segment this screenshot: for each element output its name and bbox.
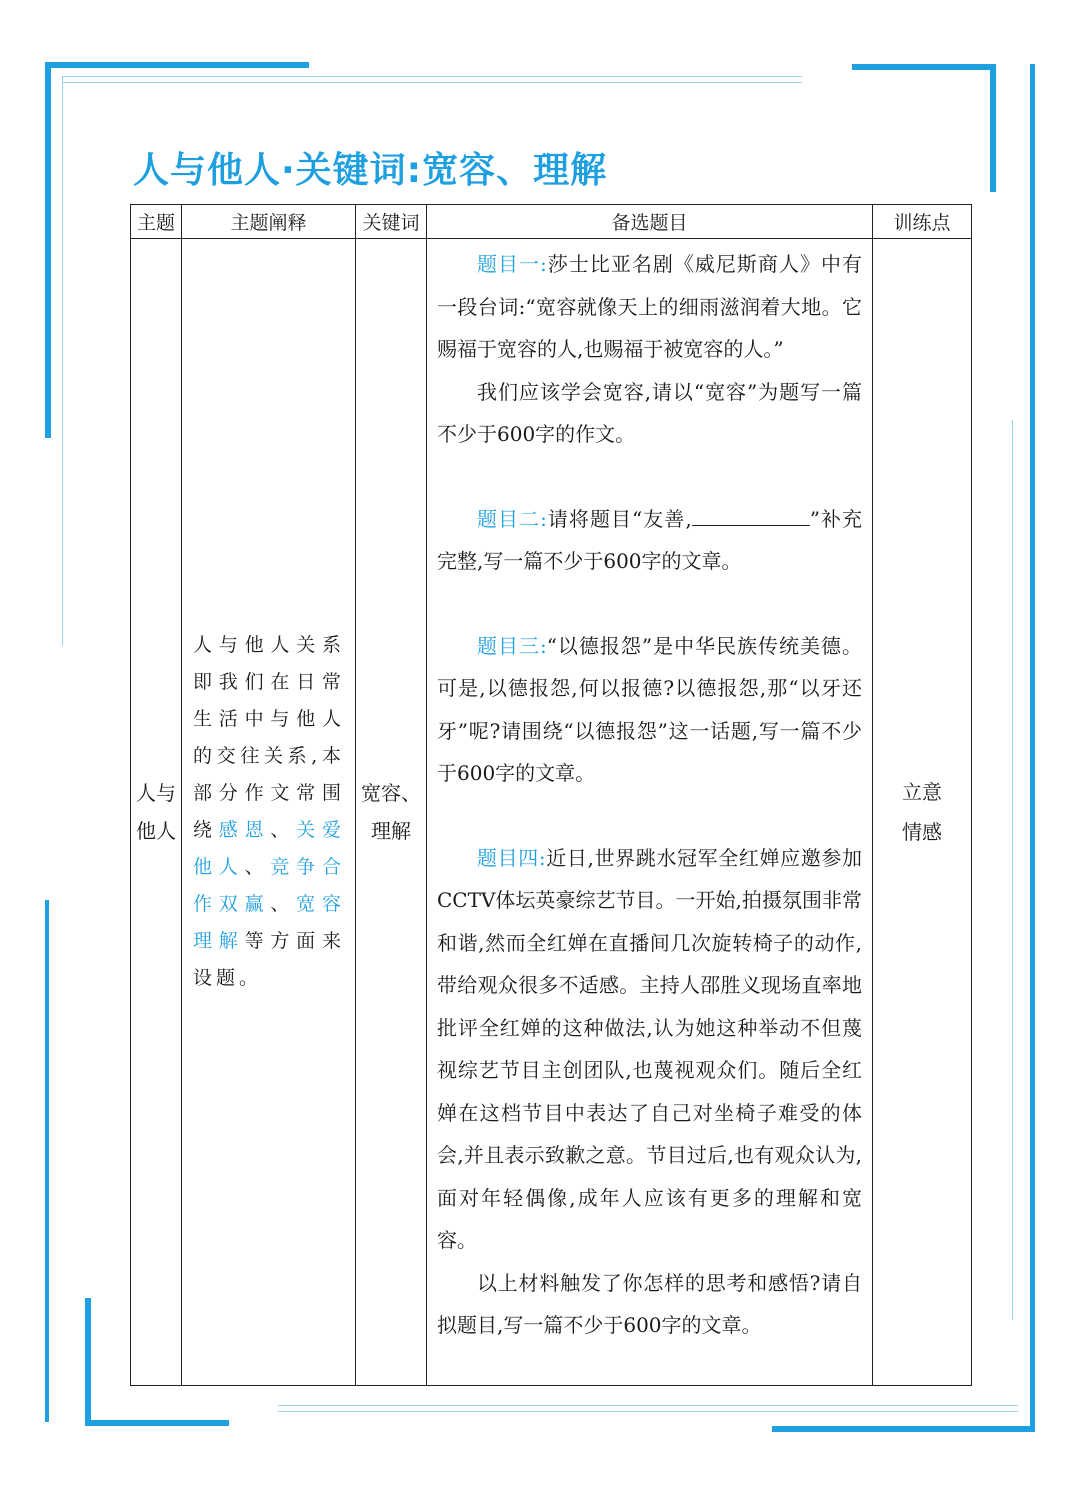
topic-label: 题目一: <box>477 252 547 276</box>
topic-text: 莎士比亚名剧《威尼斯商人》中有一段台词:“宽容就像天上的细雨滋润着大地。它赐福于宽容的人,也赐福于被宽容的人。” <box>437 252 862 361</box>
training-point-cell <box>873 239 972 1386</box>
frame-corner-top-right-v <box>990 64 996 192</box>
explanation-keyword: 关爱他人 <box>193 819 345 878</box>
table-row <box>131 239 972 1386</box>
frame-left-edge <box>45 900 49 1422</box>
training-point: 立意 <box>902 780 942 804</box>
frame-line-left <box>62 76 63 646</box>
fill-in-blank <box>692 503 810 526</box>
theme-line: 他人 <box>136 819 176 843</box>
header-theme: 主题 <box>131 205 182 239</box>
topic-3 <box>437 625 862 795</box>
topic-text: ”补充完整,写一篇不少于600字的文章。 <box>437 506 862 573</box>
topic-4 <box>437 837 862 1347</box>
frame-line-top-2 <box>62 82 802 83</box>
explanation-separator: 、 <box>270 893 297 915</box>
explanation-keyword: 宽容理解 <box>193 893 345 952</box>
explanation-text: 人与他人关系即我们在日常生活中与他人的交往关系,本部分作文常围绕 <box>193 634 345 841</box>
frame-line-bottom-2 <box>278 1411 1018 1412</box>
keyword-line: 宽容、 <box>361 781 421 805</box>
frame-corner-top-left-v <box>45 62 51 438</box>
topic-table <box>130 204 972 1386</box>
page-title: 人与他人·关键词:宽容、理解 <box>133 150 608 191</box>
explanation-separator: 、 <box>244 856 271 878</box>
frame-corner-bottom-left-h <box>85 1420 229 1426</box>
explanation-keyword: 竞争合作双赢 <box>193 856 345 915</box>
frame-corner-top-left-h <box>45 62 309 68</box>
explanation-cell <box>182 239 356 1386</box>
frame-corner-bottom-left-v <box>85 1298 91 1426</box>
topic-text: 请将题目“友善, <box>546 506 692 531</box>
theme-cell <box>131 239 182 1386</box>
frame-corner-bottom-right-h <box>772 1426 1035 1432</box>
frame-right-edge <box>1030 64 1035 1430</box>
topic-text: “以德报怨”是中华民族传统美德。可是,以德报怨,何以报德?以德报怨,那“以牙还牙”呢?请围绕“以德报怨”这一话题,写一篇不少于600字的文章。 <box>437 633 862 785</box>
training-point: 情感 <box>902 820 942 844</box>
topic-label: 题目四: <box>477 845 546 870</box>
topic-text: 我们应该学会宽容,请以“宽容”为题写一篇不少于600字的作文。 <box>437 379 862 446</box>
topics-cell <box>427 239 873 1386</box>
explanation-keyword: 感恩 <box>218 819 271 841</box>
keyword-line: 理解 <box>371 819 411 843</box>
topic-text: 近日,世界跳水冠军全红婵应邀参加CCTV体坛英豪综艺节目。一开始,拍摄氛围非常和谐,然而全红婵在直播间几次旋转椅子的动作,带给观众很多不适感。主持人邵胜义现场直率地批评全红婵的这种做法,认为她这种举动不但蔑视综艺节目主创团队,也蔑视观众们。随后全红婵在这档节目中表达了自己对坐椅子难受的体会,并且表示致歉之意。节目过后,也有观众认为,面对年轻偶像,成年人应该有更多的理解和宽容。 <box>437 845 862 1252</box>
explanation-separator: 、 <box>270 819 297 841</box>
frame-line-right <box>1012 420 1013 1320</box>
frame-line-top <box>62 76 802 77</box>
header-explanation: 主题阐释 <box>182 205 356 239</box>
explanation-text: 等方面来设题。 <box>193 930 345 989</box>
topic-label: 题目三: <box>477 633 547 658</box>
header-topics: 备选题目 <box>427 205 873 239</box>
header-training-point: 训练点 <box>873 205 972 239</box>
frame-line-bottom <box>278 1405 1018 1406</box>
header-keywords: 关键词 <box>356 205 427 239</box>
theme-line: 人与 <box>136 781 176 805</box>
topic-2 <box>437 498 862 583</box>
keywords-cell <box>356 239 427 1386</box>
table-header-row <box>131 205 972 239</box>
frame-corner-top-right-h <box>852 64 996 70</box>
topic-text: 以上材料触发了你怎样的思考和感悟?请自拟题目,写一篇不少于600字的文章。 <box>437 1270 862 1337</box>
topic-1 <box>437 243 862 456</box>
topic-label: 题目二: <box>477 506 547 531</box>
